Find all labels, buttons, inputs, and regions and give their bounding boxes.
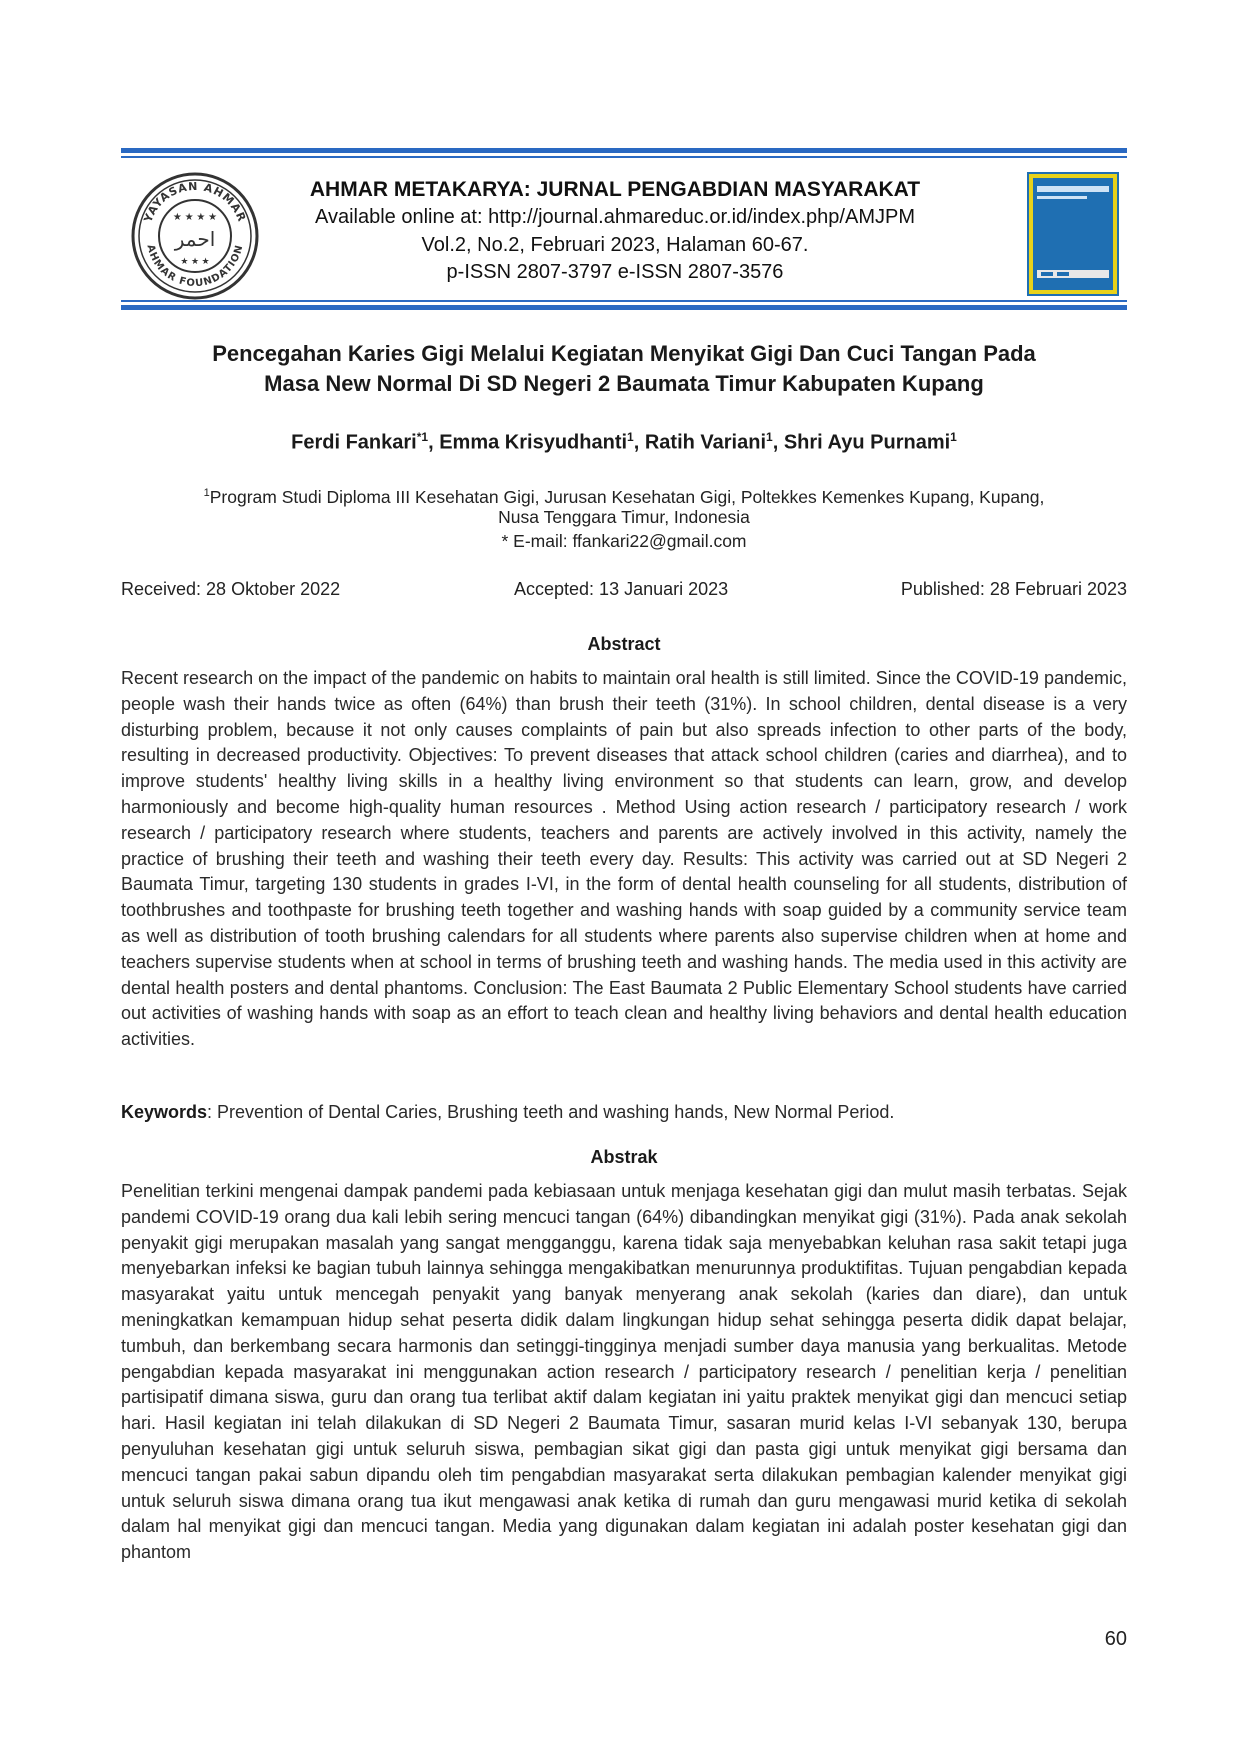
received-date: Received: 28 Oktober 2022 [121, 579, 341, 599]
paper-title-line-1: Pencegahan Karies Gigi Melalui Kegiatan Menyikat Gigi Dan Cuci Tangan Pada [212, 341, 1036, 366]
paper-title-line-2: Masa New Normal Di SD Negeri 2 Baumata Timur Kabupaten Kupang [264, 371, 984, 396]
yayasan-ahmar-logo [131, 172, 259, 300]
affiliation-line-2: Nusa Tenggara Timur, Indonesia [498, 507, 750, 527]
author-name: Emma Krisyudhanti [439, 431, 628, 454]
author-sup: *1 [416, 430, 429, 444]
journal-volume: Vol.2, No.2, Februari 2023, Halaman 60-67. [421, 234, 809, 256]
header-rule-bottom-thin [121, 300, 1127, 302]
header-rule-top [121, 148, 1127, 153]
journal-name: AHMAR METAKARYA: JURNAL PENGABDIAN MASYARAKAT [309, 178, 921, 201]
abstract-heading: Abstract [587, 634, 661, 654]
svg-text:★ ★ ★: ★ ★ ★ [180, 256, 210, 266]
abstrak-text: Penelitian terkini mengenai dampak pandemi pada kebiasaan untuk menjaga kesehatan gigi dan mulut masih terbatas. Sejak pandemi COVID-19 orang dua kali lebih sering mencuci tangan (64%) dibandingkan menyikat gigi (31%). Pada anak sekolah penyakit gigi merupakan masalah yang sangat mengganggu, karena tidak saja menyebabkan keluhan rasa sakit tetapi juga menyebarkan infeksi ke bagian tubuh lainnya sehingga mengakibatkan menurunnya produktifitas. Tujuan pengabdian kepada masyarakat yaitu untuk mencegah penyakit yang banyak menyerang anak sekolah (karies dan diare), dan untuk meningkatkan kemampuan hidup sehat peserta didik dalam lingkungan hidup sehat sehingga peserta didik dapat belajar, tumbuh, dan berkembang secara harmonis dan setinggi-tingginya menjadi sumber daya manusia yang berkualitas. Metode pengabdian kepada masyarakat ini menggunakan action research / participatory research / penelitian kerja / penelitian partisipatif dimana siswa, guru dan orang tua terlibat aktif dalam kegiatan ini yaitu praktek menyikat gigi dan mencuci setiap hari. Hasil kegiatan ini telah dilakukan di SD Negeri 2 Baumata Timur, sasaran murid kelas I-VI sebanyak 130, berupa penyuluhan kesehatan gigi untuk seluruh siswa, pembagian sikat gigi dan pasta gigi untuk menyikat gigi bersama dan mencuci tangan pakai sabun dipandu oleh tim pengabdian masyarakat serta dilakukan pembagian kalender menyikat gigi untuk seluruh siswa dimana orang tua ikut mengawasi anak ketika di rumah dan guru mengawasi murid ketika di sekolah dalam hal menyikat gigi dan mencuci tangan. Media yang digunakan dalam kegiatan ini adalah poster kesehatan gigi dan phantom [121, 1181, 1127, 1563]
logo-center-text: احمر [174, 227, 216, 251]
abstrak-heading: Abstrak [590, 1147, 658, 1167]
author-list: Ferdi Fankari$^{*1}$, Emma Krisyudhanti$^1$, Ratih Variani$^1$, Shri Ayu Purnami$^1$ [291, 430, 957, 454]
author-name: Shri Ayu Purnami [783, 431, 951, 454]
keywords-text: : Prevention of Dental Caries, Brushing teeth and washing hands, New Normal Period. [207, 1102, 895, 1122]
journal-url: Available online at: http://journal.ahmareduc.or.id/index.php/AMJPM [315, 206, 915, 228]
journal-cover-image [1027, 172, 1119, 296]
affiliation-text: Program Studi Diploma III Kesehatan Gigi, Jurusan Kesehatan Gigi, Poltekkes Kemenkes Kupang, Kupang, [209, 486, 1045, 507]
journal-issn: p-ISSN 2807-3797 e-ISSN 2807-3576 [446, 261, 784, 283]
keywords-label: Keywords [121, 1102, 208, 1122]
affiliation-sup: 1 [203, 487, 210, 499]
keywords [121, 1102, 1127, 1123]
author-sup: 1 [950, 430, 957, 444]
abstract-text: Recent research on the impact of the pandemic on habits to maintain oral health is still limited. Since the COVID-19 pandemic, people wash their hands twice as often (64%) than brush their teeth (31%). In school children, dental disease is a very disturbing problem, because it not only causes complaints of pain but also spreads infection to other parts of the body, resulting in decreased productivity. Objectives: To prevent diseases that attack school children (caries and diarrhea), and to improve students' healthy living skills in a healthy living environment so that students can learn, grow, and develop harmoniously and become high-quality human resources . Method Using action research / participatory research / work research / participatory research where students, teachers and parents are actively involved in this activity, namely the practice of brushing their teeth and washing their teeth every day. Results: This activity was carried out at SD Negeri 2 Baumata Timur, targeting 130 students in grades I-VI, in the form of dental health counseling for all students, distribution of toothbrushes and toothpaste for brushing teeth together and washing hands with soap guided by a community service team as well as distribution of tooth brushing calendars for all students where parents also supervise children when at home and teachers supervise students when at school in terms of brushing teeth and washing hands. The media used in this activity are dental health posters and dental phantoms. Conclusion: The East Baumata 2 Public Elementary School students have carried out activities of washing hands with soap as an effort to teach clean and healthy living behaviors and dental health education activities. [121, 668, 1127, 1050]
author-sup: 1 [766, 430, 773, 444]
author-name: Ferdi Fankari [291, 431, 417, 454]
page-number: 60 [1104, 1628, 1127, 1650]
header-rule-bottom [121, 305, 1127, 310]
author-sup: 1 [627, 430, 634, 444]
logo-text-top: YAYASAN AHMAR [141, 179, 249, 225]
published-date: Published: 28 Februari 2023 [900, 579, 1127, 599]
corresponding-email: * E-mail: ffankari22@gmail.com [501, 531, 747, 551]
svg-text:★ ★ ★ ★: ★ ★ ★ ★ [172, 212, 218, 223]
accepted-date: Accepted: 13 Januari 2023 [514, 579, 729, 599]
logo-text-bottom: AHMAR FOUNDATION [144, 243, 246, 290]
header-rule-top-thin [121, 156, 1127, 158]
author-name: Ratih Variani [644, 431, 767, 454]
